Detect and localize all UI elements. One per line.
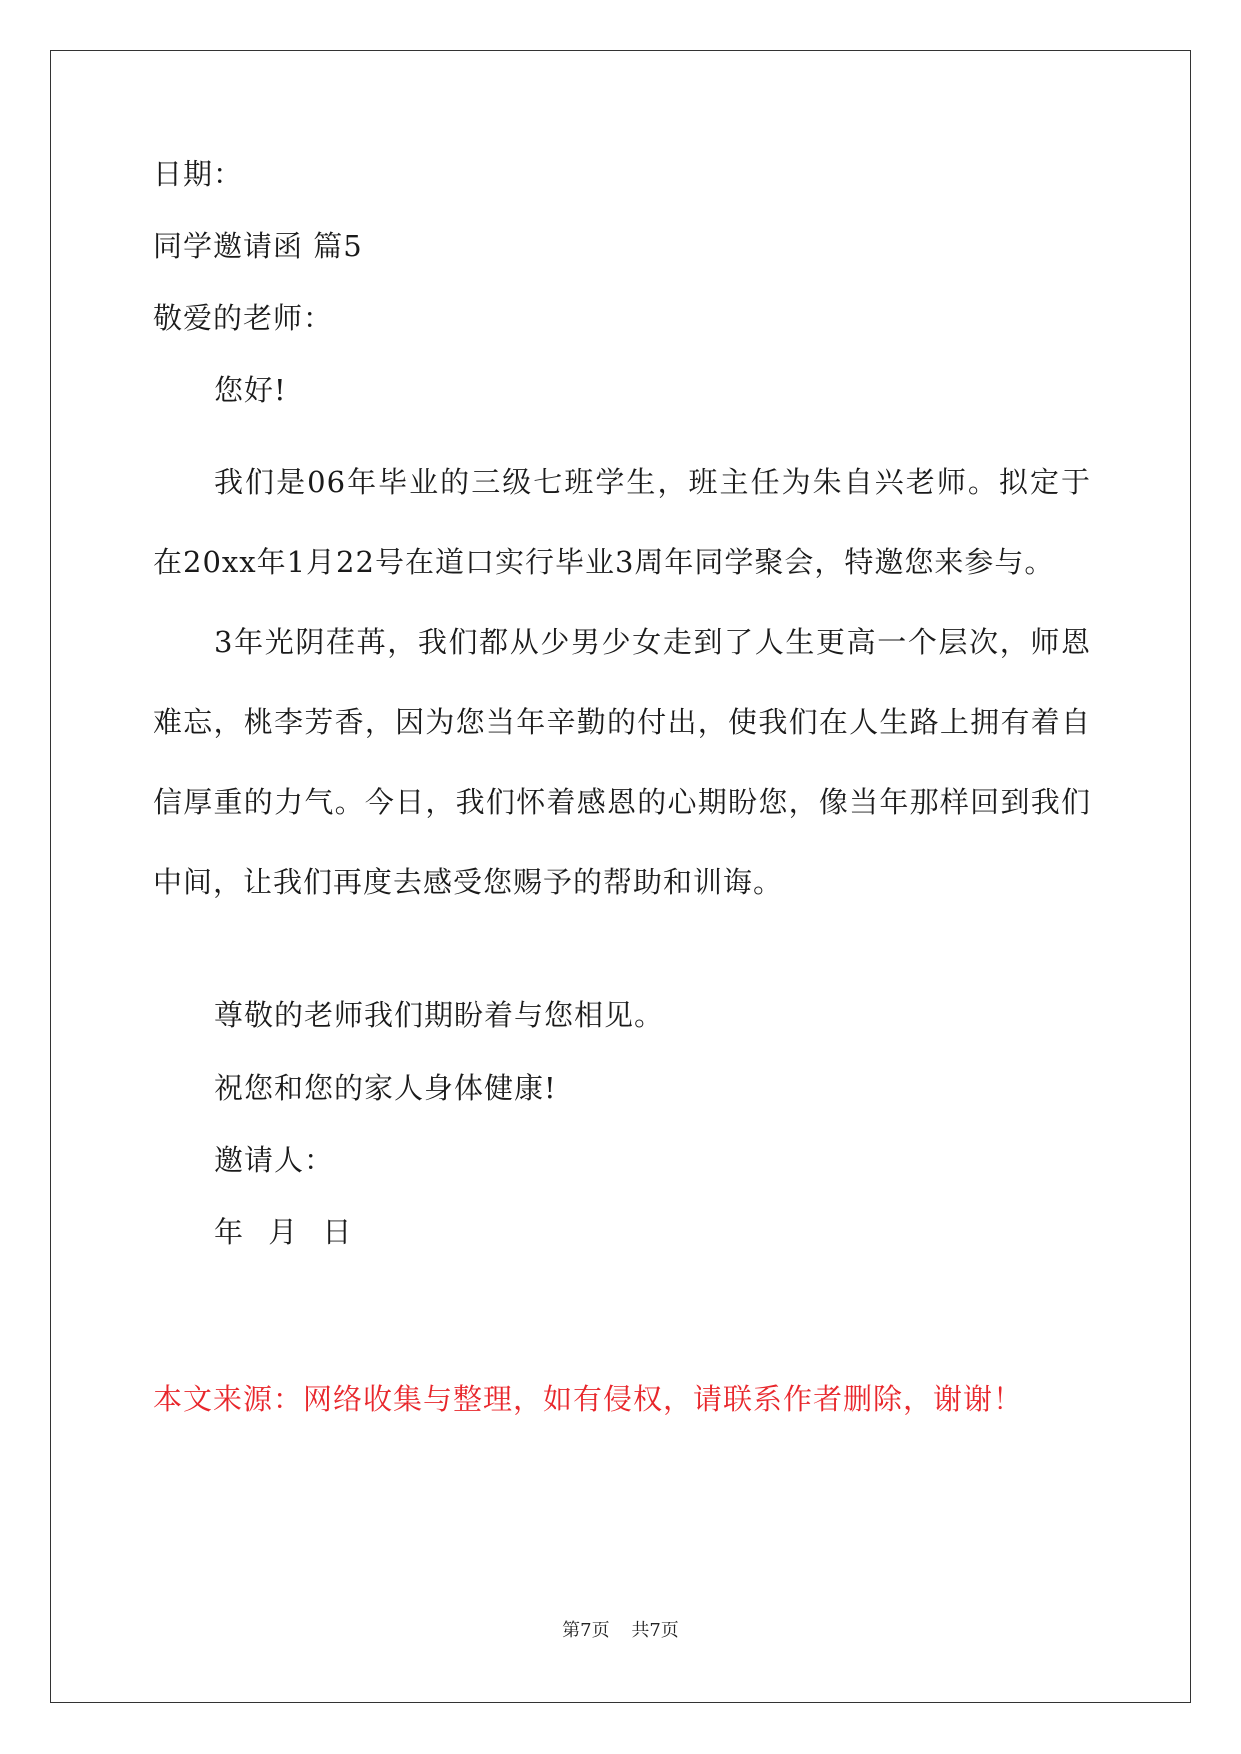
date-label: 日期： xyxy=(153,157,244,191)
closing-line-2: 祝您和您的家人身体健康! xyxy=(214,1071,557,1105)
paragraph-gratitude: 3年光阴荏苒，我们都从少男少女走到了人生更高一个层次，师恩难忘，桃李芳香，因为您当年辛勤的付出，使我们在人生路上拥有着自信厚重的力气。今日，我们怀着感恩的心期盼您，像当年那样回到我们中间，让我们再度去感受您赐予的帮助和训诲。 xyxy=(153,625,1091,899)
current-page-label: 第7页 xyxy=(562,1620,610,1641)
total-pages-label: 共7页 xyxy=(631,1620,679,1641)
source-note: 本文来源：网络收集与整理，如有侵权，请联系作者删除，谢谢！ xyxy=(153,1382,1024,1416)
inviter-label: 邀请人： xyxy=(214,1143,335,1177)
salutation: 敬爱的老师： xyxy=(153,301,334,335)
section-title: 同学邀请函 篇5 xyxy=(153,229,363,263)
closing-line-1: 尊敬的老师我们期盼着与您相见。 xyxy=(214,998,665,1032)
greeting: 您好! xyxy=(214,373,287,407)
date-line: 年 月 日 xyxy=(214,1215,353,1249)
paragraph-invitation: 我们是06年毕业的三级七班学生，班主任为朱自兴老师。拟定于在20xx年1月22号在道口实行毕业3周年同学聚会，特邀您来参与。 xyxy=(153,465,1091,579)
page-footer xyxy=(0,1619,1241,1643)
